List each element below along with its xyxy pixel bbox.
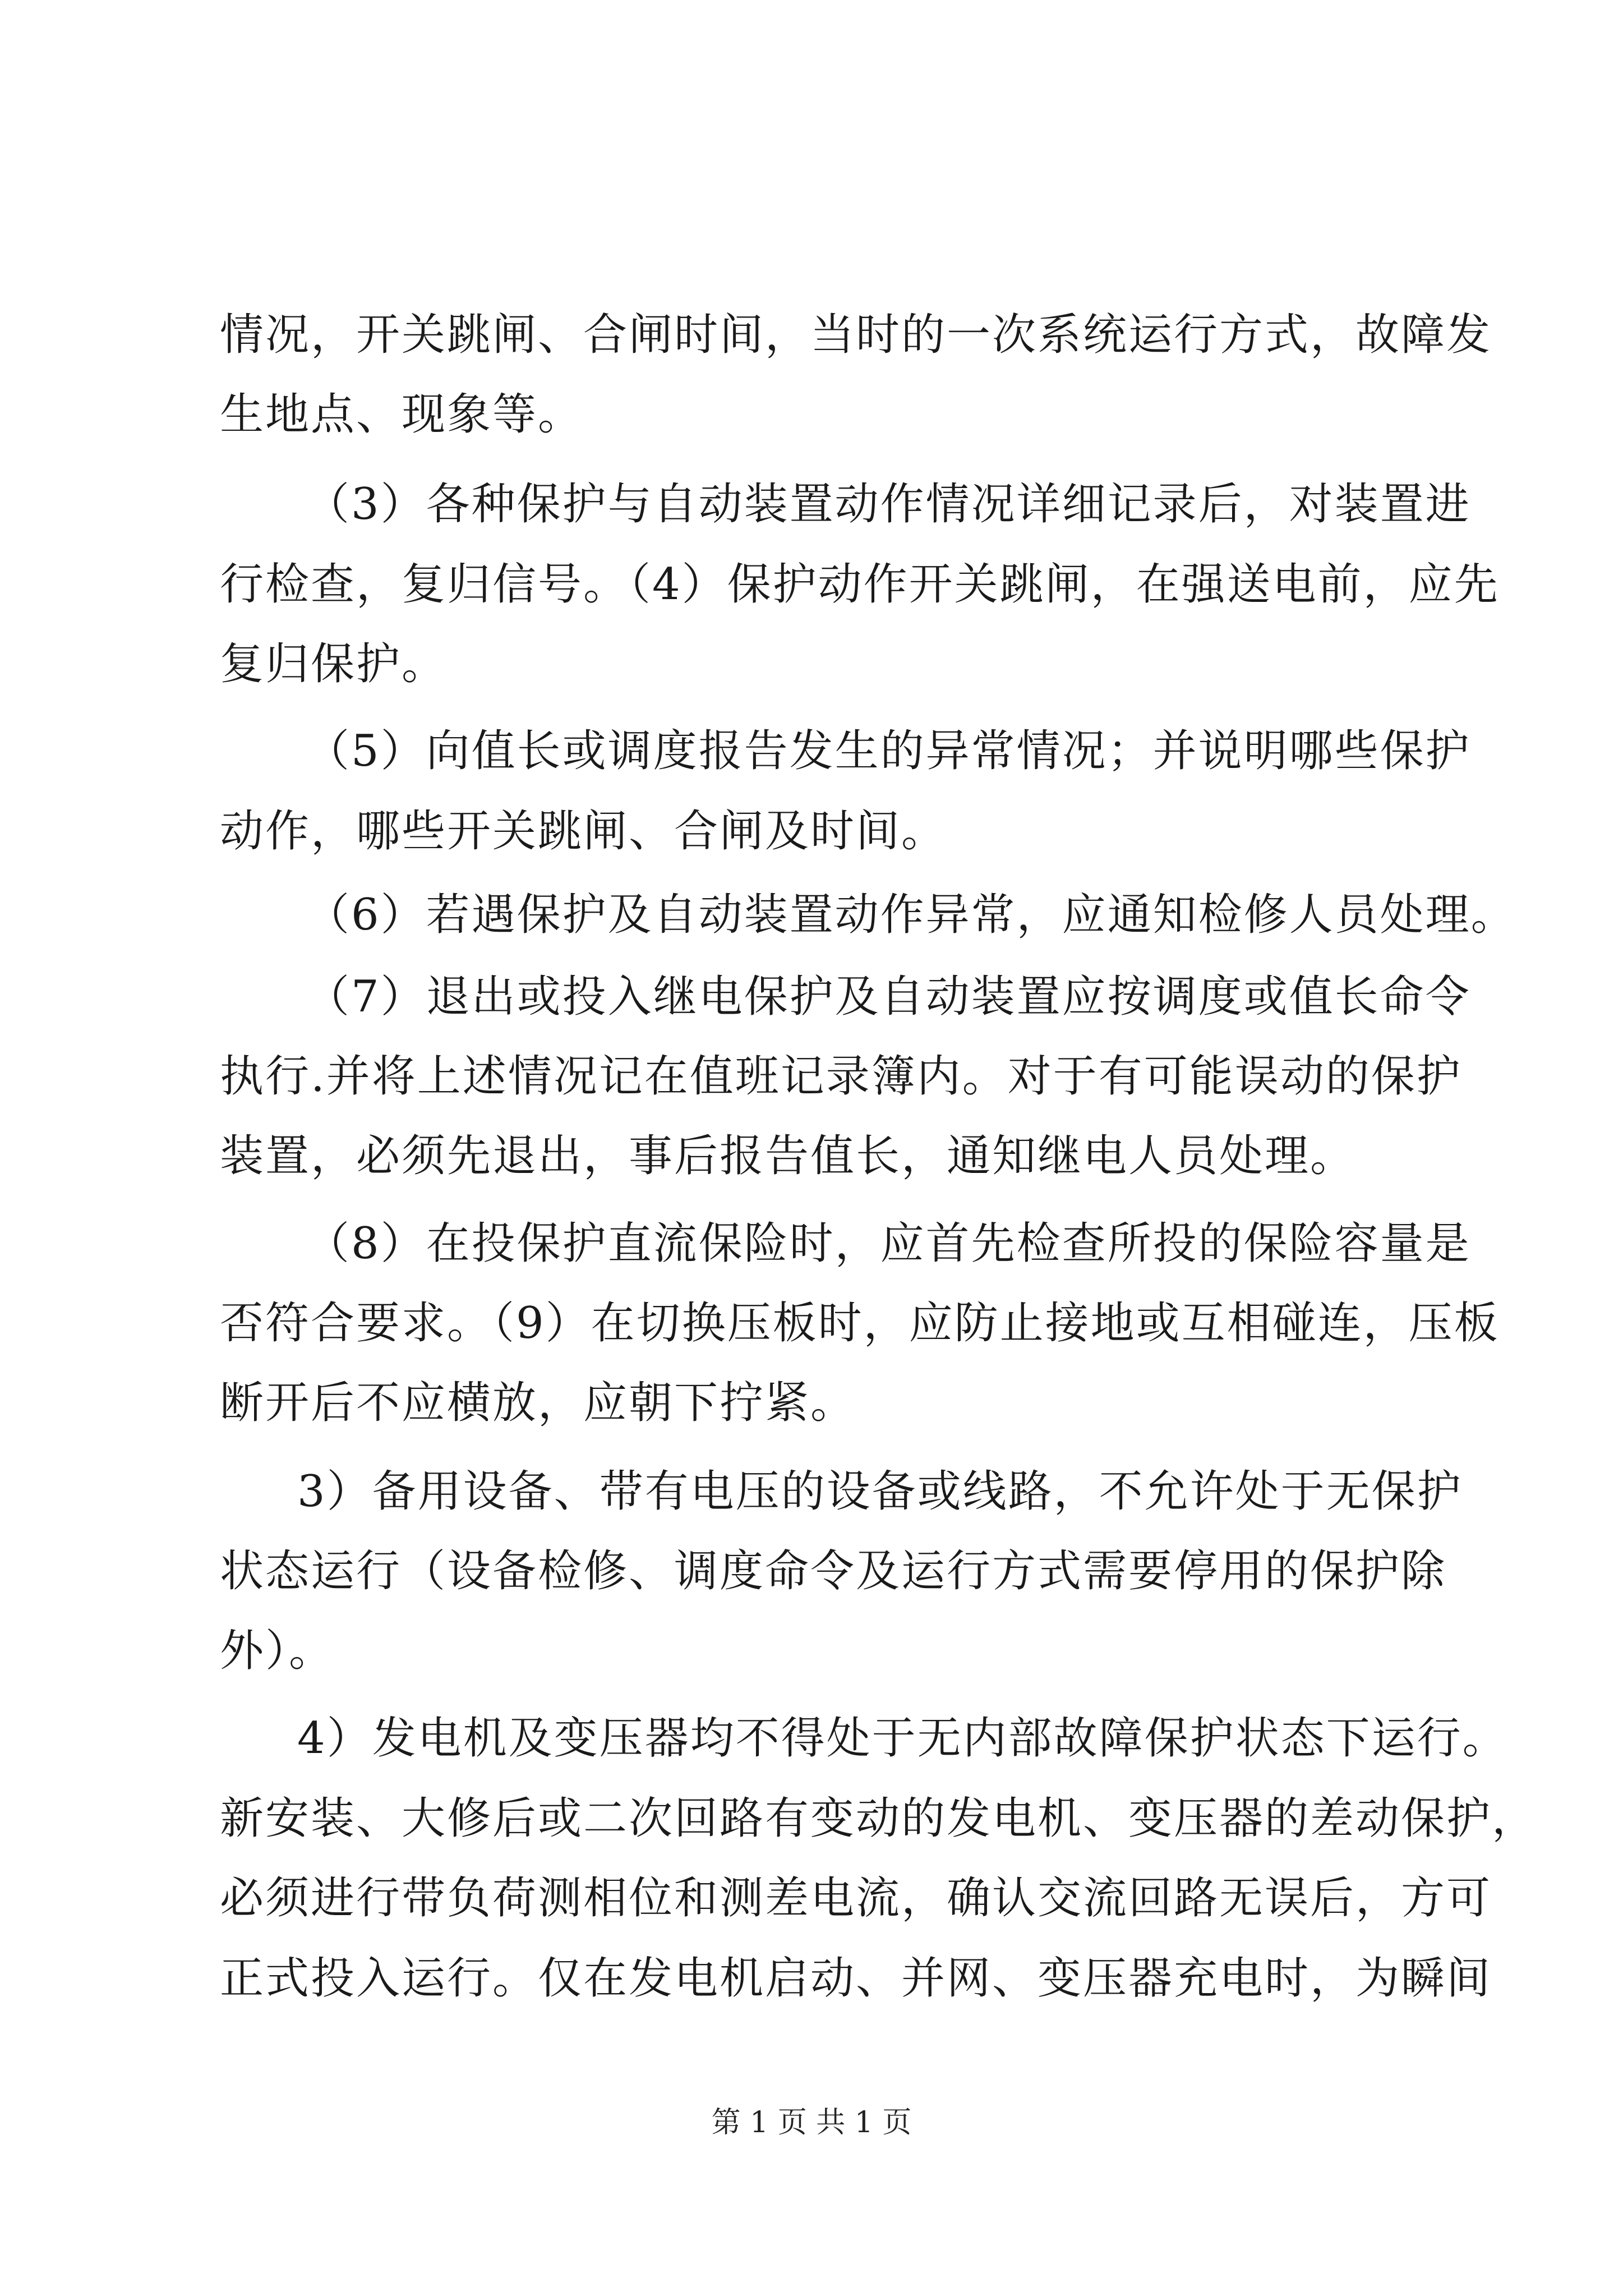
text-line-17: 外）。 [220,1626,335,1676]
text-line-12: （8）在投保护直流保险时，应首先检查所投的保险容量是 [306,1218,1471,1269]
text-line-3: （3）各种保护与自动装置动作情况详细记录后，对装置进 [306,479,1471,530]
text-line-4: 行检查，复归信号。（4）保护动作开关跳闸，在强送电前，应先 [220,559,1500,610]
text-line-19: 新安装、大修后或二次回路有变动的发电机、变压器的差动保护， [220,1793,1538,1844]
text-line-14: 断开后不应横放，应朝下拧紧。 [220,1378,856,1428]
text-line-2: 生地点、现象等。 [220,389,584,440]
text-line-13: 否符合要求。（9）在切换压板时，应防止接地或互相碰连，压板 [220,1298,1500,1349]
text-line-5: 复归保护。 [220,639,448,689]
text-line-8: （6）若遇保护及自动装置动作异常，应通知检修人员处理。 [306,890,1516,940]
text-line-18: 4）发电机及变压器均不得处于无内部故障保护状态下运行。 [297,1713,1508,1764]
page-number-footer: 第 1 页 共 1 页 [711,2106,912,2139]
text-line-16: 状态运行（设备检修、调度命令及运行方式需要停用的保护除 [220,1546,1447,1596]
text-line-11: 装置，必须先退出，事后报告值长，通知继电人员处理。 [220,1131,1356,1181]
text-line-7: 动作，哪些开关跳闸、合闸及时间。 [220,806,947,857]
text-line-1: 情况，开关跳闸、合闸时间，当时的一次系统运行方式，故障发 [220,310,1492,360]
text-line-9: （7）退出或投入继电保护及自动装置应按调度或值长命令 [306,972,1471,1022]
text-line-10: 执行.并将上述情况记在值班记录簿内。对于有可能误动的保护 [220,1051,1462,1102]
text-line-15: 3）备用设备、带有电压的设备或线路，不允许处于无保护 [297,1466,1463,1517]
text-line-6: （5）向值长或调度报告发生的异常情况；并说明哪些保护 [306,726,1471,776]
text-line-21: 正式投入运行。仅在发电机启动、并网、变压器充电时，为瞬间 [220,1953,1492,2004]
text-line-20: 必须进行带负荷测相位和测差电流，确认交流回路无误后，方可 [220,1873,1492,1924]
